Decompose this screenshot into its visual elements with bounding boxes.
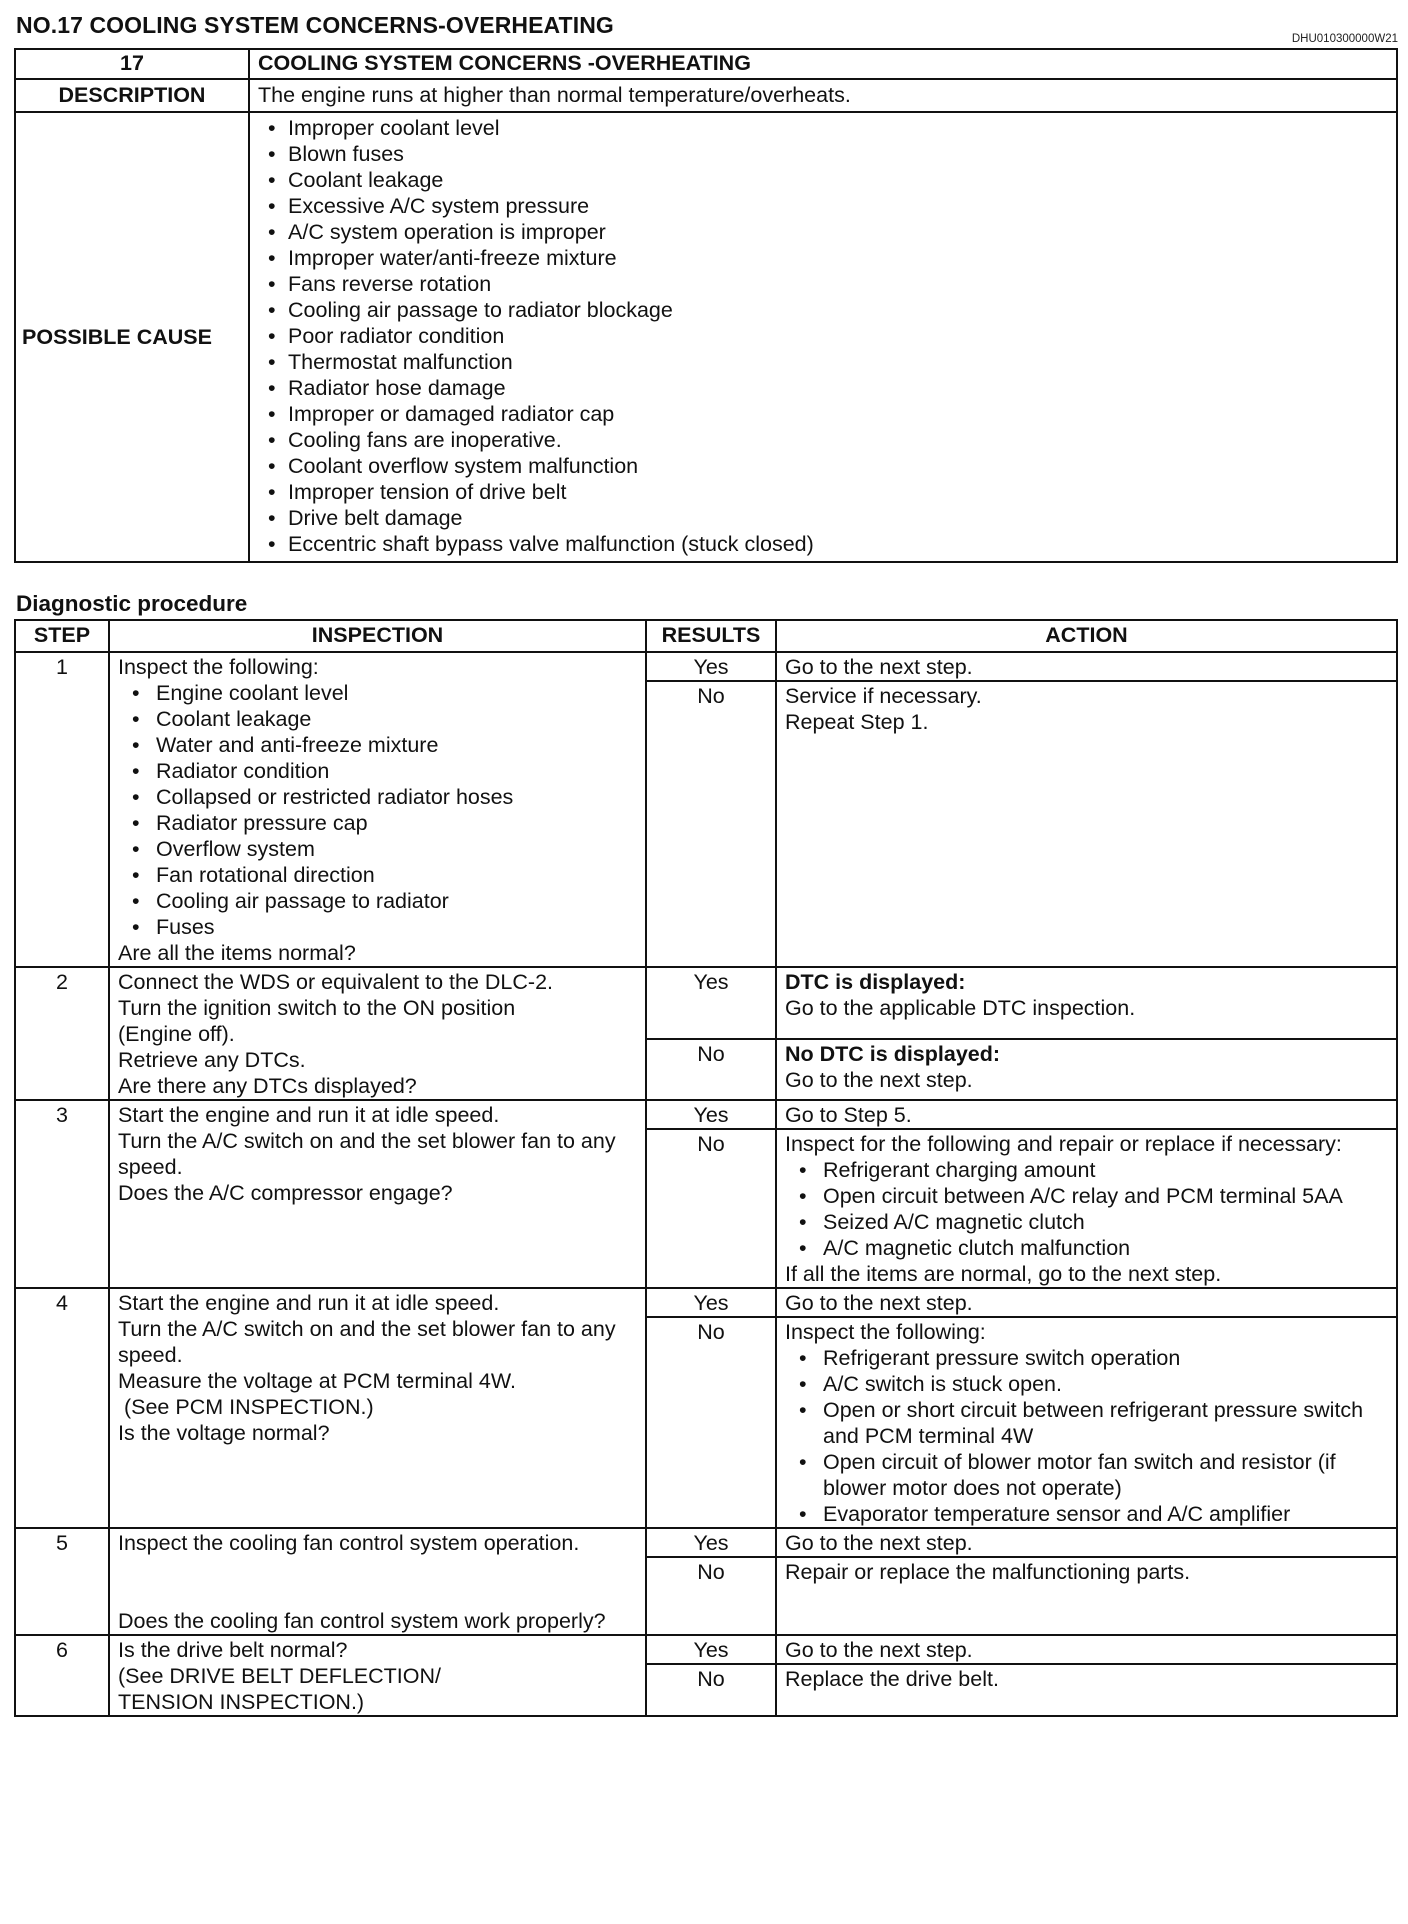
inspection-line: Start the engine and run it at idle speed.: [118, 1291, 500, 1315]
action-item: • Open or short circuit between refrigerant pressure switch and PCM terminal 4W: [785, 1397, 1388, 1449]
inspection-line: Turn the ignition switch to the ON position: [118, 996, 516, 1020]
inspection-line: Inspect the following:: [118, 655, 319, 679]
possible-cause-item: • Improper tension of drive belt: [258, 479, 1388, 505]
possible-cause-item: • Thermostat malfunction: [258, 349, 1388, 375]
inspection-question: Does the A/C compressor engage?: [118, 1181, 453, 1205]
procedure-header-row: [15, 620, 1397, 652]
inspection-item: • Engine coolant level: [118, 680, 637, 706]
action-item: • Refrigerant pressure switch operation: [785, 1345, 1388, 1371]
action-item: • Open circuit of blower motor fan switch and resistor (if blower motor does not operate): [785, 1449, 1388, 1501]
action-heading: No DTC is displayed:: [785, 1042, 1001, 1066]
action-line: Inspect the following:: [785, 1320, 986, 1344]
inspection-question: Is the voltage normal?: [118, 1421, 330, 1445]
action-item: • A/C magnetic clutch malfunction: [785, 1235, 1388, 1261]
step-5-yes-row: [15, 1528, 1397, 1557]
result-yes: Yes: [646, 1528, 776, 1557]
possible-cause-item: • Poor radiator condition: [258, 323, 1388, 349]
result-yes: Yes: [646, 652, 776, 681]
possible-cause-item: • Coolant leakage: [258, 167, 1388, 193]
possible-cause-item: • Radiator hose damage: [258, 375, 1388, 401]
inspection-item: • Overflow system: [118, 836, 637, 862]
action-no: [776, 1129, 1397, 1288]
possible-cause-item: • Fans reverse rotation: [258, 271, 1388, 297]
inspection-line: Measure the voltage at PCM terminal 4W.: [118, 1369, 516, 1393]
result-yes: Yes: [646, 1100, 776, 1129]
inspection-item: • Water and anti-freeze mixture: [118, 732, 637, 758]
step-6-inspection: [109, 1635, 646, 1716]
possible-cause-item: • Cooling air passage to radiator blockage: [258, 297, 1388, 323]
inspection-item: • Fuses: [118, 914, 637, 940]
result-no: No: [646, 681, 776, 967]
inspection-line: Turn the A/C switch on and the set blower fan to any speed.: [118, 1317, 616, 1367]
action-item: • Open circuit between A/C relay and PCM terminal 5AA: [785, 1183, 1388, 1209]
header-action: ACTION: [776, 620, 1397, 652]
description-row: [15, 79, 1397, 112]
possible-cause-list: [258, 115, 1388, 557]
action-line: Repeat Step 1.: [785, 710, 929, 734]
inspection-line: Start the engine and run it at idle speed.: [118, 1103, 500, 1127]
possible-cause-row: [15, 112, 1397, 562]
possible-cause-item: • Cooling fans are inoperative.: [258, 427, 1388, 453]
description-label: DESCRIPTION: [15, 79, 249, 112]
inspection-question: Does the cooling fan control system work properly?: [118, 1609, 606, 1633]
action-yes: Go to Step 5.: [776, 1100, 1397, 1129]
action-yes: Go to the next step.: [776, 1528, 1397, 1557]
action-line: Go to the next step.: [785, 1068, 973, 1092]
possible-cause-cell: [249, 112, 1397, 562]
possible-cause-item: • Eccentric shaft bypass valve malfunction (stuck closed): [258, 531, 1388, 557]
inspection-line: (Engine off).: [118, 1022, 235, 1046]
spacer: [118, 1582, 637, 1608]
inspection-reference: (See DRIVE BELT DEFLECTION/: [118, 1664, 441, 1688]
inspection-reference: (See PCM INSPECTION.): [118, 1395, 374, 1419]
procedure-table: [14, 619, 1398, 1717]
spacer: [118, 1556, 637, 1582]
description-text: The engine runs at higher than normal temperature/overheats.: [249, 79, 1397, 112]
action-no: Repair or replace the malfunctioning parts.: [776, 1557, 1397, 1635]
action-list: [785, 1345, 1388, 1527]
result-no: No: [646, 1039, 776, 1100]
result-yes: Yes: [646, 1288, 776, 1317]
action-yes: [776, 967, 1397, 1039]
action-no: [776, 1039, 1397, 1100]
page: [14, 10, 1398, 1717]
procedure-title: Diagnostic procedure: [16, 591, 248, 616]
summary-header-row: [15, 49, 1397, 79]
step-2-inspection: [109, 967, 646, 1100]
step-number: 3: [15, 1100, 109, 1288]
inspection-line: Inspect the cooling fan control system operation.: [118, 1531, 580, 1555]
step-6-yes-row: [15, 1635, 1397, 1664]
action-item: • Evaporator temperature sensor and A/C amplifier: [785, 1501, 1388, 1527]
result-yes: Yes: [646, 967, 776, 1039]
possible-cause-item: • Coolant overflow system malfunction: [258, 453, 1388, 479]
inspection-item: • Fan rotational direction: [118, 862, 637, 888]
action-no: [776, 681, 1397, 967]
action-line: Service if necessary.: [785, 684, 982, 708]
action-line: If all the items are normal, go to the next step.: [785, 1262, 1222, 1286]
action-item: • A/C switch is stuck open.: [785, 1371, 1388, 1397]
step-2-yes-row: [15, 967, 1397, 1039]
action-heading: DTC is displayed:: [785, 970, 966, 994]
action-yes: Go to the next step.: [776, 652, 1397, 681]
inspection-reference: TENSION INSPECTION.): [118, 1690, 365, 1714]
possible-cause-item: • Improper coolant level: [258, 115, 1388, 141]
inspection-list: [118, 680, 637, 940]
step-4-yes-row: [15, 1288, 1397, 1317]
step-number: 2: [15, 967, 109, 1100]
possible-cause-item: • Blown fuses: [258, 141, 1388, 167]
step-number: 6: [15, 1635, 109, 1716]
header-inspection: INSPECTION: [109, 620, 646, 652]
possible-cause-item: • Improper water/anti-freeze mixture: [258, 245, 1388, 271]
header-step: STEP: [15, 620, 109, 652]
inspection-line: Retrieve any DTCs.: [118, 1048, 306, 1072]
header-results: RESULTS: [646, 620, 776, 652]
step-1-yes-row: [15, 652, 1397, 681]
inspection-item: • Radiator condition: [118, 758, 637, 784]
action-list: [785, 1157, 1388, 1261]
action-line: Inspect for the following and repair or replace if necessary:: [785, 1132, 1342, 1156]
step-5-inspection: [109, 1528, 646, 1635]
inspection-question: Are there any DTCs displayed?: [118, 1074, 417, 1098]
inspection-item: • Collapsed or restricted radiator hoses: [118, 784, 637, 810]
step-1-inspection: [109, 652, 646, 967]
inspection-line: Turn the A/C switch on and the set blower fan to any speed.: [118, 1129, 616, 1179]
step-3-inspection: [109, 1100, 646, 1288]
result-no: No: [646, 1129, 776, 1288]
inspection-question: Are all the items normal?: [118, 941, 356, 965]
page-header: [14, 10, 1398, 48]
summary-table: [14, 48, 1398, 563]
possible-cause-item: • A/C system operation is improper: [258, 219, 1388, 245]
action-yes: Go to the next step.: [776, 1635, 1397, 1664]
inspection-item: • Coolant leakage: [118, 706, 637, 732]
step-3-yes-row: [15, 1100, 1397, 1129]
possible-cause-item: • Excessive A/C system pressure: [258, 193, 1388, 219]
step-4-inspection: [109, 1288, 646, 1528]
document-code: DHU010300000W21: [1291, 33, 1398, 45]
concern-name: COOLING SYSTEM CONCERNS -OVERHEATING: [249, 49, 1397, 79]
inspection-item: • Radiator pressure cap: [118, 810, 637, 836]
result-no: No: [646, 1317, 776, 1528]
action-yes: Go to the next step.: [776, 1288, 1397, 1317]
possible-cause-item: • Drive belt damage: [258, 505, 1388, 531]
possible-cause-item: • Improper or damaged radiator cap: [258, 401, 1388, 427]
step-number: 5: [15, 1528, 109, 1635]
inspection-question: Is the drive belt normal?: [118, 1638, 348, 1662]
result-no: No: [646, 1664, 776, 1716]
result-yes: Yes: [646, 1635, 776, 1664]
action-no: Replace the drive belt.: [776, 1664, 1397, 1716]
action-no: [776, 1317, 1397, 1528]
step-number: 4: [15, 1288, 109, 1528]
action-item: • Refrigerant charging amount: [785, 1157, 1388, 1183]
result-no: No: [646, 1557, 776, 1635]
action-line: Go to the applicable DTC inspection.: [785, 996, 1136, 1020]
page-title: NO.17 COOLING SYSTEM CONCERNS-OVERHEATING: [16, 12, 614, 38]
inspection-item: • Cooling air passage to radiator: [118, 888, 637, 914]
possible-cause-label: POSSIBLE CAUSE: [15, 112, 249, 562]
inspection-line: Connect the WDS or equivalent to the DLC-2.: [118, 970, 553, 994]
step-number: 1: [15, 652, 109, 967]
concern-number: 17: [15, 49, 249, 79]
action-item: • Seized A/C magnetic clutch: [785, 1209, 1388, 1235]
